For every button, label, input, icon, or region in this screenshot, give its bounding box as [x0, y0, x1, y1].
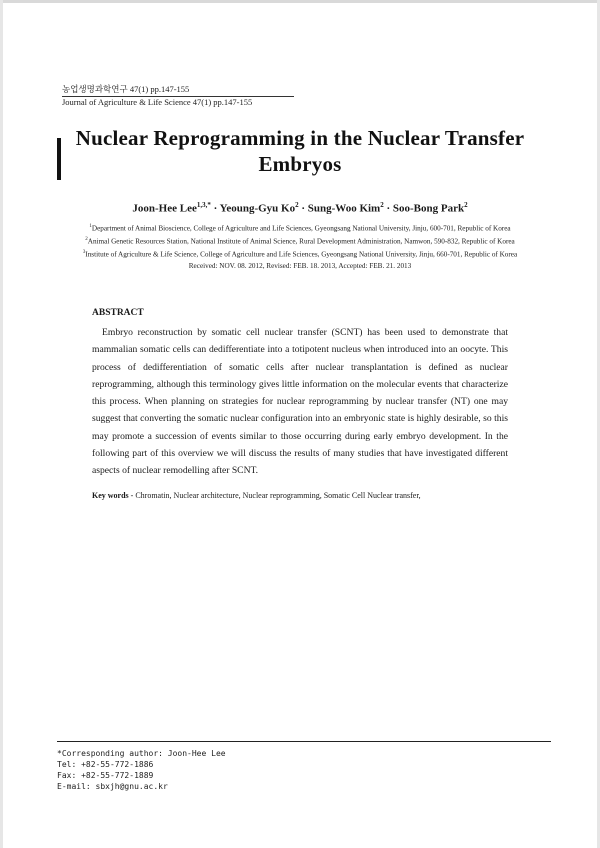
affiliation-number: 2 — [85, 237, 88, 242]
telephone: Tel: +82-55-772-1886 — [57, 760, 154, 769]
paper-title-line2: Embryos — [258, 152, 342, 176]
affiliation-text: Animal Genetic Resources Station, National Institute of Animal Science, Rural Development Administration, Namwon, 590-832, Republic of Korea — [87, 237, 515, 246]
corresponding-author: *Corresponding author: Joon-Hee Lee — [57, 749, 226, 758]
author-affiliation-mark: 2 — [380, 201, 384, 209]
submission-dates: Received: NOV. 08. 2012, Revised: FEB. 18. 2013, Accepted: FEB. 21. 2013 — [188, 262, 412, 270]
author-separator: · — [210, 202, 220, 215]
affiliation-2 — [45, 235, 555, 246]
affiliation-text: Institute of Agriculture & Life Science, College of Agriculture and Life Sciences, Gyeongsang National University, Jinju, 660-701, Republic of Korea — [85, 250, 518, 259]
email: E-mail: sbxjh@gnu.ac.kr — [57, 782, 168, 791]
author-name: Soo-Bong Park — [392, 202, 465, 215]
paper-title-line1: Nuclear Reprogramming in the Nuclear Transfer — [75, 126, 525, 150]
affiliation-text: Department of Animal Bioscience, College of Agriculture and Life Sciences, Gyeongsang National University, Jinju, 600-701, Republic of Korea — [91, 224, 511, 233]
keywords-label: Key words — [92, 491, 129, 500]
affiliation-1 — [45, 222, 555, 233]
paper-title — [62, 125, 538, 177]
journal-header-korean: 농업생명과학연구 47(1) pp.147-155 — [62, 84, 294, 97]
author-name: Yeoung-Gyu Ko — [219, 202, 296, 215]
author-name: Joon-Hee Lee — [132, 202, 197, 215]
page-frame-top — [0, 0, 600, 3]
fax: Fax: +82-55-772-1889 — [57, 771, 154, 780]
page-frame-left — [0, 0, 3, 848]
affiliation-number: 1 — [89, 224, 92, 229]
author-affiliation-mark: 2 — [295, 201, 299, 209]
keywords-text: - Chromatin, Nuclear architecture, Nuclear reprogramming, Somatic Cell Nuclear transfer, — [128, 491, 421, 500]
author-affiliation-mark: 2 — [464, 201, 468, 209]
affiliation-3 — [45, 248, 555, 259]
author-name: Sung-Woo Kim — [307, 202, 381, 215]
corresponding-author-footnote — [57, 741, 551, 792]
author-separator: · — [383, 202, 393, 215]
journal-header — [62, 84, 294, 108]
author-affiliation-mark: 1,3,* — [196, 201, 211, 209]
author-list — [62, 198, 538, 216]
keywords — [92, 490, 512, 501]
abstract-text: Embryo reconstruction by somatic cell nuclear transfer (SCNT) has been used to demonstrate that mammalian somatic cells can dedifferentiate into a totipotent nucleus when introduced into an oocyte. This process of dedifferentiation of somatic cells after nuclear transplantation is defined as nuclear reprogramming, although this terminology gives little information on the molecular events that characterize this process. When planning on strategies for nuclear reprogramming by nuclear transfer (NT) one may suggest that converting the somatic nuclear configuration into an embryonic state is highly desirable, so this may promote a succession of events similar to those occurring during early embryo development. In the following part of this overview we will discuss the results of many studies that have investigated different aspects of nuclear remodelling after SCNT. — [92, 327, 508, 477]
affiliation-number: 3 — [82, 250, 86, 255]
title-margin-bar — [57, 138, 61, 180]
journal-header-english: Journal of Agriculture & Life Science 47(1) pp.147-155 — [62, 97, 253, 107]
abstract-heading: ABSTRACT — [92, 308, 144, 318]
author-separator: · — [298, 202, 308, 215]
